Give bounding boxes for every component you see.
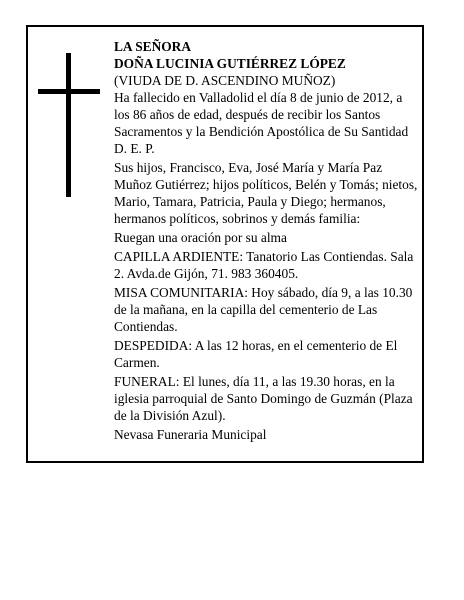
mass-info: MISA COMUNITARIA: Hoy sábado, día 9, a las 10.30 de la mañana, en la capilla del cementerio de Las Contiendas. bbox=[114, 285, 413, 334]
family-list: Sus hijos, Francisco, Eva, José María y María Paz Muñoz Gutiérrez; hijos políticos, Belén y Tomás; nietos, Mario, Tamara, Patricia, Paula y Diego; hermanos, hermanos políticos, sobrinos y demás familia: bbox=[114, 160, 418, 226]
farewell-info: DESPEDIDA: A las 12 horas, en el cementerio de El Carmen. bbox=[114, 338, 398, 370]
chapel-info: CAPILLA ARDIENTE: Tanatorio Las Contiendas. Sala 2. Avda.de Gijón, 71. 983 360405. bbox=[114, 249, 414, 281]
widow-of: (VIUDA DE D. ASCENDINO MUÑOZ) bbox=[114, 73, 336, 88]
cross-icon bbox=[38, 53, 100, 197]
funeral-info: FUNERAL: El lunes, día 11, a las 19.30 horas, en la iglesia parroquial de Santo Domingo de Guzmán (Plaza de la División Azul). bbox=[114, 374, 413, 423]
death-announcement: Ha fallecido en Valladolid el día 8 de junio de 2012, a los 86 años de edad, después de recibir los Santos Sacramentos y la Bendición Apostólica de Su Santidad bbox=[114, 90, 409, 139]
notice-body bbox=[114, 38, 419, 445]
rip-text: D. E. P. bbox=[114, 141, 155, 156]
prayer-request: Ruegan una oración por su alma bbox=[114, 230, 287, 245]
deceased-name: DOÑA LUCINIA GUTIÉRREZ LÓPEZ bbox=[114, 56, 346, 71]
funeral-home: Nevasa Funeraria Municipal bbox=[114, 427, 267, 442]
cross-vertical-bar bbox=[66, 53, 71, 197]
notice-heading-title: LA SEÑORA bbox=[114, 39, 192, 54]
cross-horizontal-bar bbox=[38, 89, 100, 94]
